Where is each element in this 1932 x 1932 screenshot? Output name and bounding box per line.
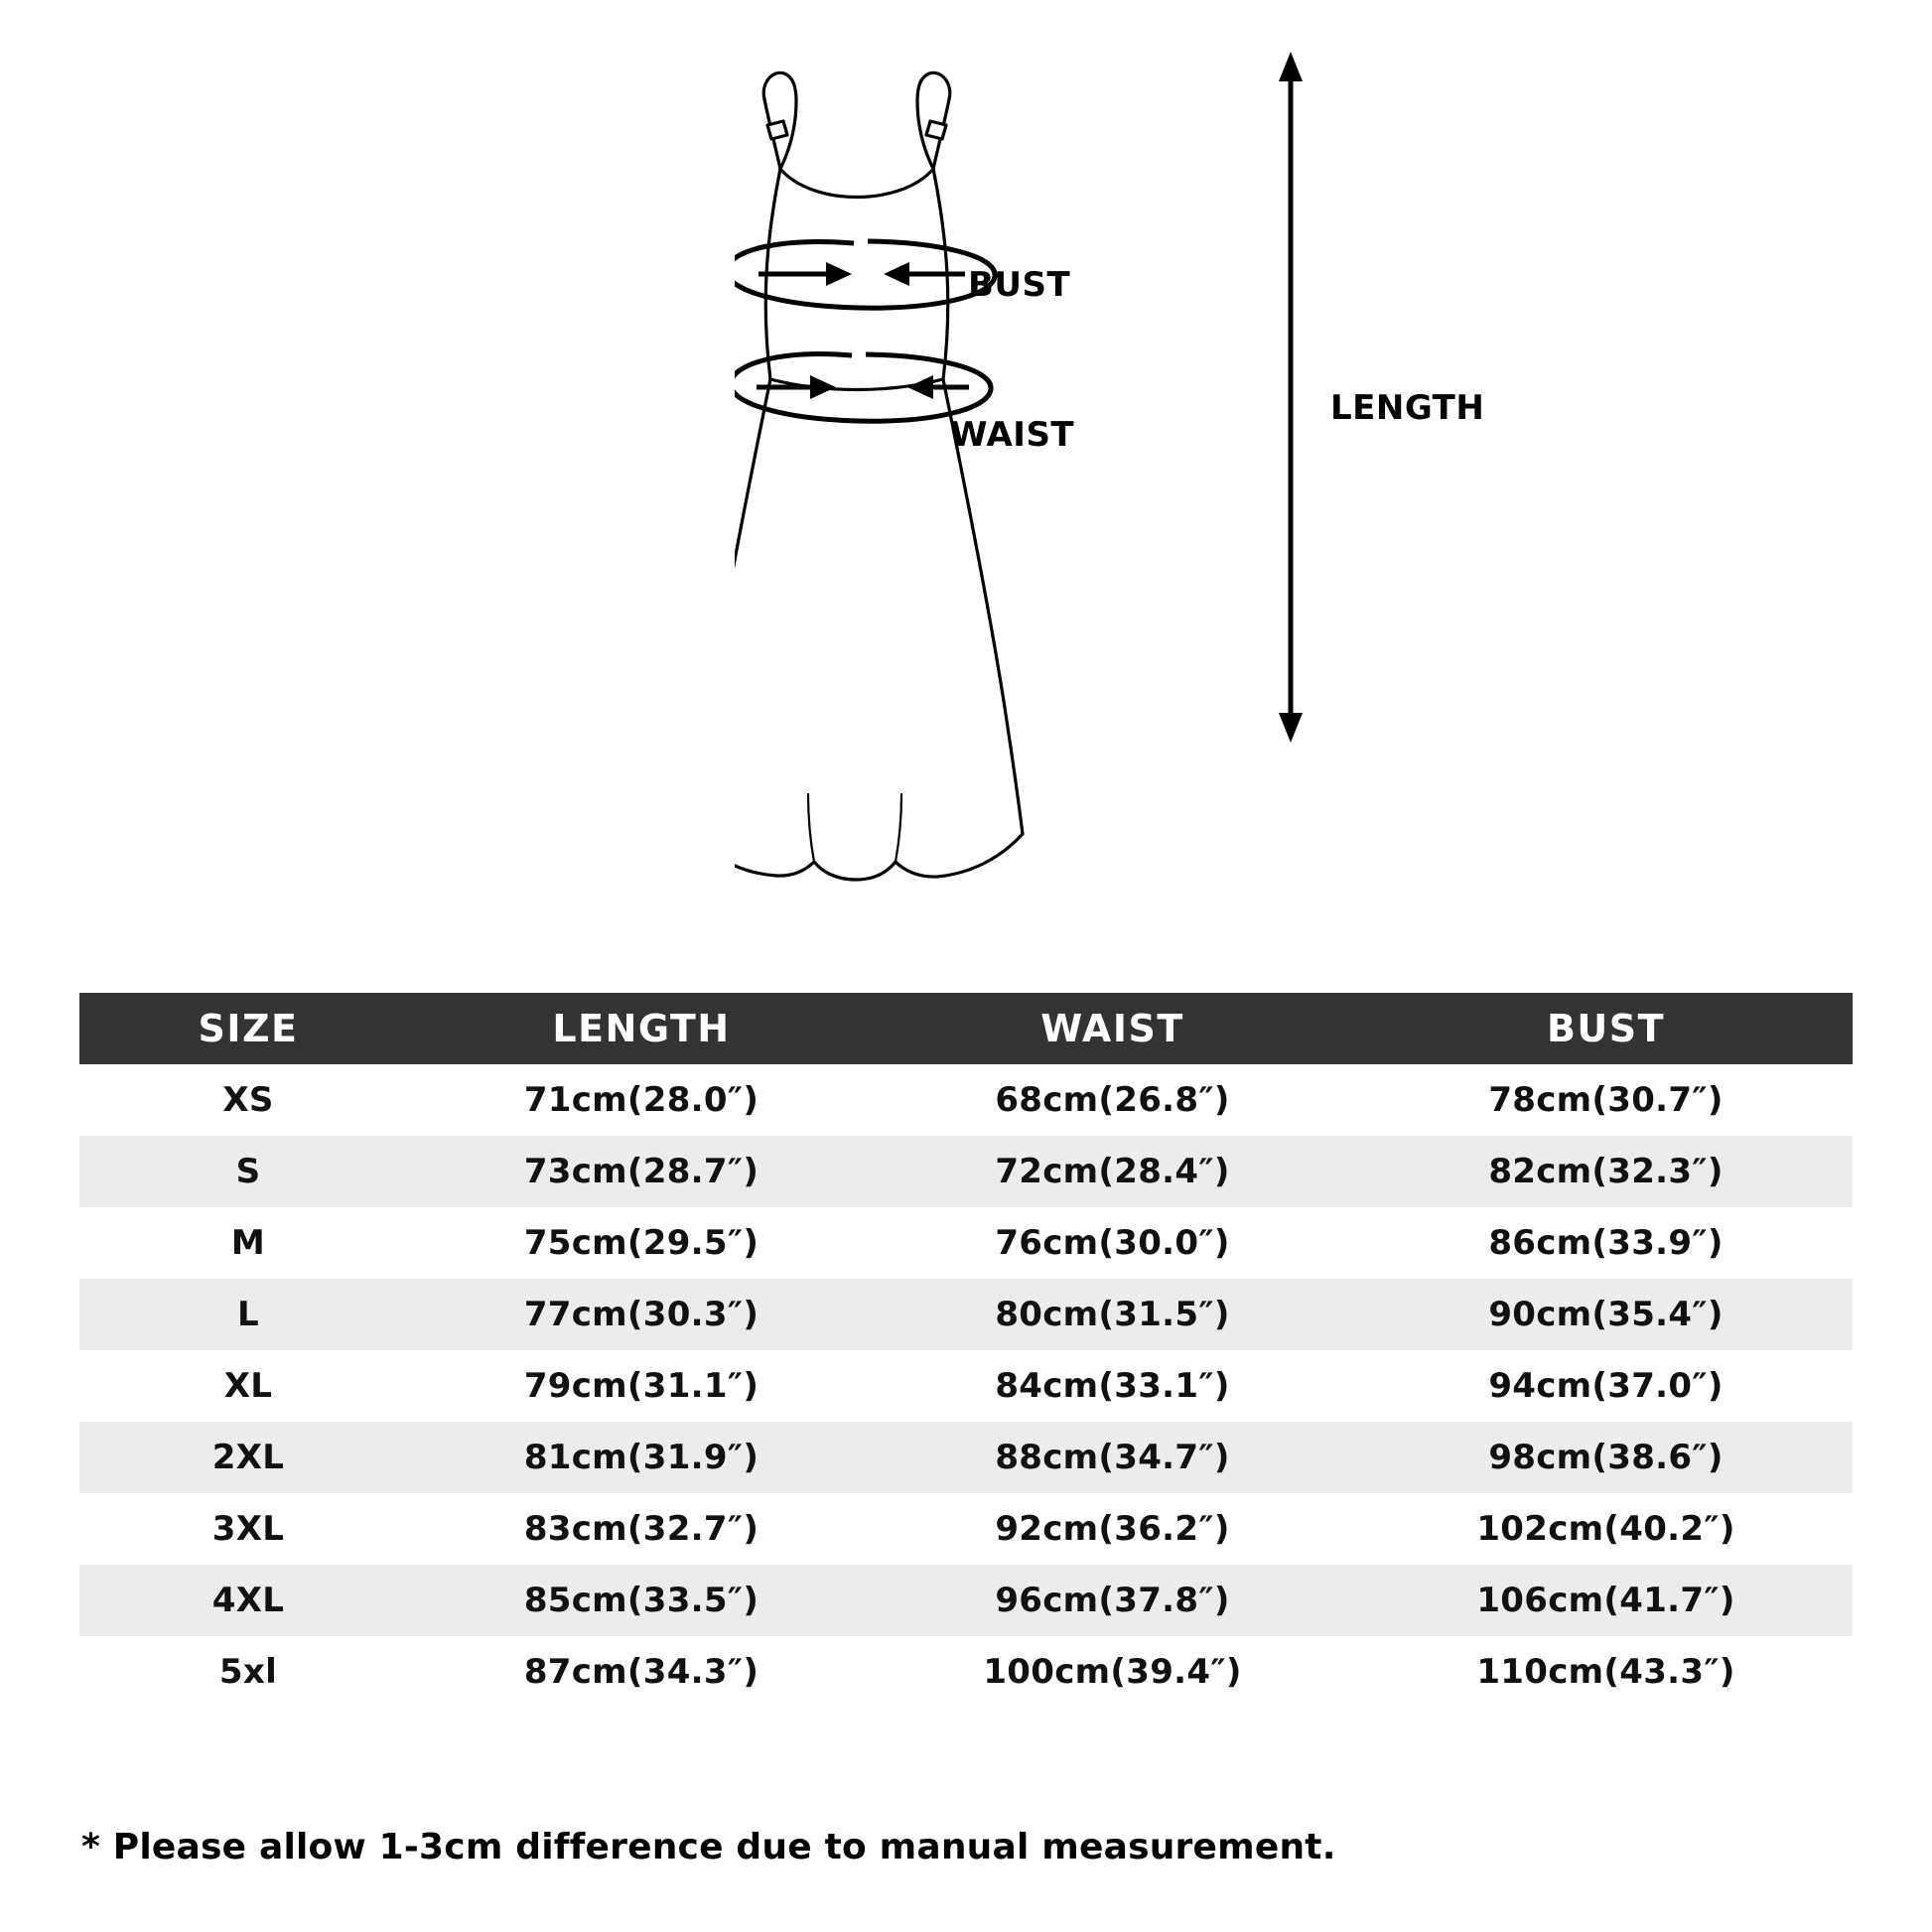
cell-waist: 76cm(30.0″) bbox=[866, 1207, 1359, 1279]
cell-waist: 88cm(34.7″) bbox=[866, 1422, 1359, 1493]
cell-waist: 68cm(26.8″) bbox=[866, 1064, 1359, 1136]
column-header-waist: WAIST bbox=[866, 993, 1359, 1064]
table-row bbox=[79, 1422, 1853, 1493]
waist-label: WAIST bbox=[950, 415, 1075, 455]
cell-bust: 82cm(32.3″) bbox=[1359, 1136, 1853, 1207]
cell-length: 81cm(31.9″) bbox=[417, 1422, 866, 1493]
cell-length: 87cm(34.3″) bbox=[417, 1636, 866, 1708]
table-row bbox=[79, 1493, 1853, 1565]
length-label: LENGTH bbox=[1330, 388, 1485, 428]
cell-waist: 84cm(33.1″) bbox=[866, 1350, 1359, 1422]
cell-waist: 72cm(28.4″) bbox=[866, 1136, 1359, 1207]
column-header-size: SIZE bbox=[79, 993, 417, 1064]
cell-waist: 96cm(37.8″) bbox=[866, 1565, 1359, 1636]
table-row bbox=[79, 1279, 1853, 1350]
cell-size: 4XL bbox=[79, 1565, 417, 1636]
cell-length: 83cm(32.7″) bbox=[417, 1493, 866, 1565]
cell-waist: 92cm(36.2″) bbox=[866, 1493, 1359, 1565]
table-row bbox=[79, 1350, 1853, 1422]
cell-waist: 100cm(39.4″) bbox=[866, 1636, 1359, 1708]
dress-outline-illustration bbox=[735, 40, 1449, 953]
bust-arrow bbox=[759, 262, 965, 286]
size-chart-table bbox=[79, 993, 1853, 1708]
cell-waist: 80cm(31.5″) bbox=[866, 1279, 1359, 1350]
column-header-length: LENGTH bbox=[417, 993, 866, 1064]
column-header-bust: BUST bbox=[1359, 993, 1853, 1064]
table-header-row bbox=[79, 993, 1853, 1064]
cell-length: 85cm(33.5″) bbox=[417, 1565, 866, 1636]
table-row bbox=[79, 1636, 1853, 1708]
cell-size: 2XL bbox=[79, 1422, 417, 1493]
cell-length: 77cm(30.3″) bbox=[417, 1279, 866, 1350]
measurement-disclaimer: * Please allow 1-3cm difference due to manual measurement. bbox=[81, 1827, 1336, 1867]
table-row bbox=[79, 1064, 1853, 1136]
cell-size: S bbox=[79, 1136, 417, 1207]
cell-bust: 98cm(38.6″) bbox=[1359, 1422, 1853, 1493]
length-arrow bbox=[1279, 52, 1303, 743]
cell-bust: 78cm(30.7″) bbox=[1359, 1064, 1853, 1136]
cell-size: XL bbox=[79, 1350, 417, 1422]
table-row bbox=[79, 1207, 1853, 1279]
cell-length: 75cm(29.5″) bbox=[417, 1207, 866, 1279]
cell-size: XS bbox=[79, 1064, 417, 1136]
cell-size: 3XL bbox=[79, 1493, 417, 1565]
table-row bbox=[79, 1136, 1853, 1207]
bust-label: BUST bbox=[968, 265, 1071, 305]
cell-bust: 94cm(37.0″) bbox=[1359, 1350, 1853, 1422]
cell-bust: 102cm(40.2″) bbox=[1359, 1493, 1853, 1565]
cell-bust: 90cm(35.4″) bbox=[1359, 1279, 1853, 1350]
cell-length: 79cm(31.1″) bbox=[417, 1350, 866, 1422]
cell-size: 5xl bbox=[79, 1636, 417, 1708]
cell-bust: 106cm(41.7″) bbox=[1359, 1565, 1853, 1636]
cell-length: 71cm(28.0″) bbox=[417, 1064, 866, 1136]
cell-bust: 86cm(33.9″) bbox=[1359, 1207, 1853, 1279]
cell-bust: 110cm(43.3″) bbox=[1359, 1636, 1853, 1708]
cell-size: L bbox=[79, 1279, 417, 1350]
cell-size: M bbox=[79, 1207, 417, 1279]
cell-length: 73cm(28.7″) bbox=[417, 1136, 866, 1207]
table-row bbox=[79, 1565, 1853, 1636]
waist-arrow bbox=[757, 375, 969, 399]
